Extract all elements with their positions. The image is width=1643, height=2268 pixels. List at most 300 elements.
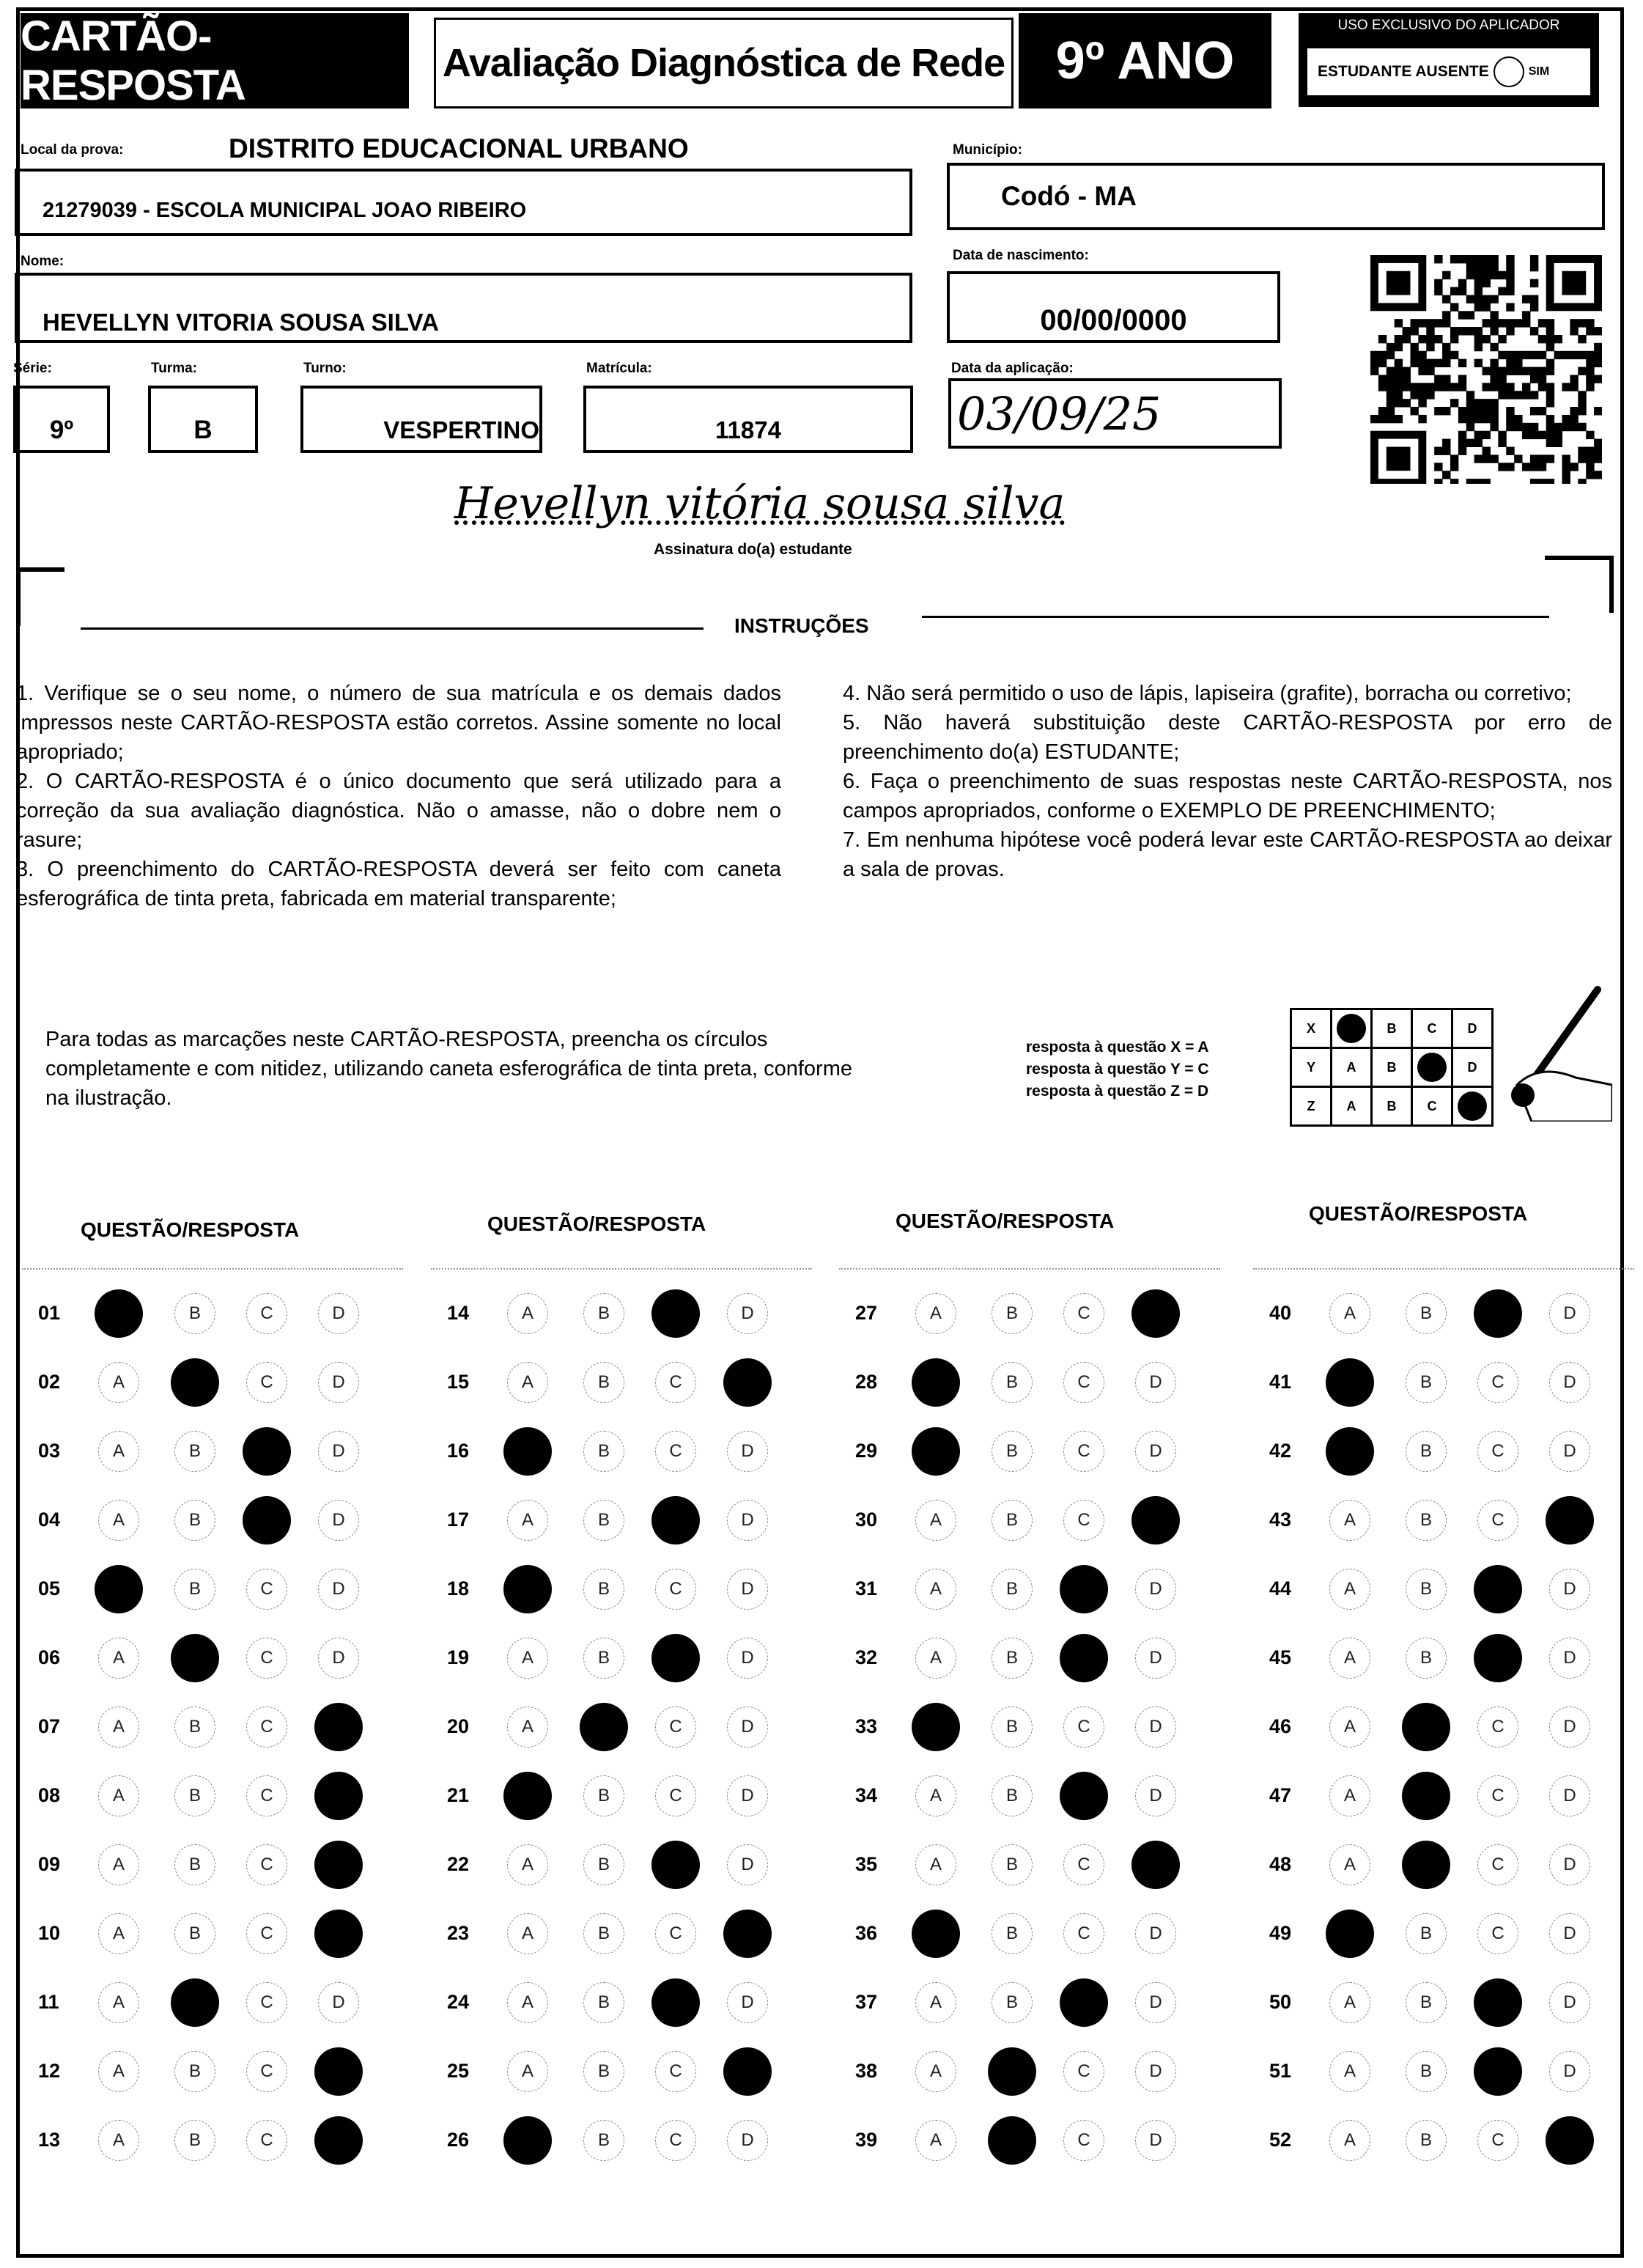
answer-bubble-a[interactable]: A	[915, 1638, 956, 1679]
answer-bubble-b[interactable]: B	[992, 1293, 1033, 1334]
answer-bubble-a[interactable]: A	[507, 1913, 548, 1954]
answer-bubble-a[interactable]: A	[915, 1775, 956, 1816]
answer-bubble-filled[interactable]	[1474, 2047, 1522, 2096]
answer-bubble-a[interactable]: A	[98, 1362, 139, 1403]
instructions-bracket-right	[1545, 556, 1614, 613]
answer-bubble-b[interactable]: B	[992, 1362, 1033, 1403]
answer-bubble-c[interactable]: C	[1063, 1913, 1104, 1954]
answer-row	[431, 1422, 812, 1481]
answer-bubble-filled[interactable]	[243, 1427, 291, 1476]
answer-bubble-b[interactable]: B	[583, 1775, 624, 1816]
answer-row	[839, 1629, 1220, 1687]
answer-bubble-d[interactable]: D	[318, 1431, 359, 1472]
exam-title: Avaliação Diagnóstica de Rede	[434, 18, 1014, 108]
answer-bubble-c[interactable]: C	[1063, 1500, 1104, 1541]
question-number: 11	[38, 1991, 59, 2013]
municipio-box: Codó - MA	[947, 163, 1605, 230]
answer-bubble-c[interactable]: C	[1477, 1362, 1518, 1403]
answer-bubble-d[interactable]: D	[1549, 1706, 1590, 1748]
answer-bubble-b[interactable]: B	[992, 1706, 1033, 1748]
answer-bubble-filled[interactable]	[95, 1565, 143, 1613]
answer-bubble-c[interactable]: C	[655, 1431, 696, 1472]
answer-bubble-d[interactable]: D	[318, 1362, 359, 1403]
answer-row	[1253, 1560, 1634, 1619]
answer-row	[839, 1491, 1220, 1550]
answer-bubble-c[interactable]: C	[655, 1775, 696, 1816]
question-number: 44	[1269, 1577, 1292, 1599]
answer-row	[1253, 1904, 1634, 1963]
answer-bubble-c[interactable]: C	[1063, 1706, 1104, 1748]
answer-bubble-filled[interactable]	[651, 1496, 700, 1544]
answer-bubble-d[interactable]: D	[1549, 2051, 1590, 2092]
answer-bubble-filled[interactable]	[912, 1358, 960, 1407]
answer-bubble-b[interactable]: B	[992, 1775, 1033, 1816]
answer-bubble-b[interactable]: B	[174, 1844, 215, 1885]
answer-bubble-b[interactable]: B	[1406, 1431, 1447, 1472]
answer-bubble-d[interactable]: D	[1135, 1431, 1176, 1472]
answer-bubble-d[interactable]: D	[727, 1775, 768, 1816]
answer-bubble-c[interactable]: C	[1477, 2120, 1518, 2161]
answer-bubble-c[interactable]: C	[1477, 1913, 1518, 1954]
question-number: 41	[1269, 1371, 1292, 1393]
answer-bubble-a[interactable]: A	[98, 1431, 139, 1472]
turno-label: Turno:	[303, 361, 347, 376]
question-number: 27	[855, 1302, 878, 1324]
answer-bubble-filled[interactable]	[1474, 1634, 1522, 1682]
answer-bubble-filled[interactable]	[651, 1289, 700, 1338]
answer-bubble-filled[interactable]	[723, 1358, 772, 1407]
answer-bubble-c[interactable]: C	[246, 2120, 287, 2161]
school-box: 21279039 - ESCOLA MUNICIPAL JOAO RIBEIRO	[15, 169, 912, 236]
answer-row	[431, 2042, 812, 2101]
answer-bubble-filled[interactable]	[95, 1289, 143, 1338]
answer-bubble-d[interactable]: D	[1549, 1638, 1590, 1679]
answer-row	[1253, 1767, 1634, 1825]
answer-bubble-a[interactable]: A	[1329, 2120, 1370, 2161]
answer-bubble-c[interactable]: C	[655, 1362, 696, 1403]
answer-column	[1253, 1268, 1634, 2171]
answer-bubble-d[interactable]: D	[727, 1431, 768, 1472]
answer-bubble-b[interactable]: B	[583, 1913, 624, 1954]
answer-bubble-a[interactable]: A	[507, 1638, 548, 1679]
answer-bubble-b[interactable]: B	[583, 1431, 624, 1472]
question-number: 12	[38, 2060, 61, 2082]
absent-bubble[interactable]	[1494, 56, 1524, 87]
question-number: 32	[855, 1646, 878, 1668]
answer-bubble-filled[interactable]	[723, 1910, 772, 1958]
question-number: 46	[1269, 1715, 1292, 1737]
example-option: D	[1452, 1048, 1493, 1087]
answer-bubble-b[interactable]: B	[992, 1638, 1033, 1679]
answer-bubble-filled[interactable]	[1326, 1358, 1374, 1407]
answer-bubble-c[interactable]: C	[655, 1913, 696, 1954]
answer-bubble-c[interactable]: C	[655, 1569, 696, 1610]
answer-bubble-b[interactable]: B	[1406, 1913, 1447, 1954]
answer-bubble-filled[interactable]	[171, 1978, 219, 2027]
answer-bubble-b[interactable]: B	[992, 1431, 1033, 1472]
aplicacao-label: Data da aplicação:	[951, 361, 1074, 376]
example-option: C	[1412, 1087, 1452, 1126]
question-number: 10	[38, 1922, 61, 1944]
answer-bubble-d[interactable]: D	[1549, 1913, 1590, 1954]
answer-bubble-d[interactable]: D	[727, 1982, 768, 2023]
answer-bubble-b[interactable]: B	[992, 1569, 1033, 1610]
answer-bubble-b[interactable]: B	[583, 1982, 624, 2023]
answer-bubble-b[interactable]: B	[1406, 1500, 1447, 1541]
absent-option: SIM	[1528, 65, 1550, 78]
answer-bubble-c[interactable]: C	[655, 2120, 696, 2161]
answer-bubble-a[interactable]: A	[1329, 1293, 1370, 1334]
question-number: 17	[447, 1509, 470, 1531]
answer-bubble-b[interactable]: B	[992, 1982, 1033, 2023]
instruction-1: 1. Verifique se o seu nome, o número de sua matrícula e os demais dados impressos neste CARTÃO-RESPOSTA estão corretos. Assine somente no local apropriado;	[16, 682, 781, 764]
answer-bubble-a[interactable]: A	[1329, 1706, 1370, 1748]
answer-bubble-c[interactable]: C	[246, 1775, 287, 1816]
answer-bubble-d[interactable]: D	[1135, 1638, 1176, 1679]
answer-bubble-c[interactable]: C	[1477, 1844, 1518, 1885]
answer-bubble-a[interactable]: A	[98, 1982, 139, 2023]
answer-bubble-c[interactable]: C	[1063, 2120, 1104, 2161]
answer-bubble-b[interactable]: B	[992, 1844, 1033, 1885]
answer-bubble-filled[interactable]	[651, 1841, 700, 1889]
answer-bubble-d[interactable]: D	[727, 1569, 768, 1610]
answer-bubble-d[interactable]: D	[1549, 1569, 1590, 1610]
answer-bubble-c[interactable]: C	[246, 1569, 287, 1610]
answer-bubble-d[interactable]: D	[318, 1569, 359, 1610]
answer-bubble-d[interactable]: D	[1549, 1431, 1590, 1472]
answer-bubble-b[interactable]: B	[992, 1913, 1033, 1954]
answer-bubble-b[interactable]: B	[1406, 2120, 1447, 2161]
answer-bubble-c[interactable]: C	[1063, 1844, 1104, 1885]
answer-bubble-a[interactable]: A	[98, 1844, 139, 1885]
answer-bubble-b[interactable]: B	[174, 1913, 215, 1954]
answer-bubble-filled[interactable]	[1131, 1841, 1180, 1889]
answer-bubble-b[interactable]: B	[1406, 1638, 1447, 1679]
answer-bubble-c[interactable]: C	[246, 1844, 287, 1885]
answer-bubble-filled[interactable]	[1060, 1772, 1108, 1820]
answer-bubble-b[interactable]: B	[174, 1500, 215, 1541]
filled-dot-icon	[1458, 1091, 1487, 1121]
answer-bubble-d[interactable]: D	[1135, 1775, 1176, 1816]
answer-bubble-a[interactable]: A	[507, 1362, 548, 1403]
answer-bubble-filled[interactable]	[1402, 1772, 1450, 1820]
answer-bubble-b[interactable]: B	[1406, 1569, 1447, 1610]
answer-bubble-a[interactable]: A	[1329, 1500, 1370, 1541]
legend-x: resposta à questão X = A	[1026, 1039, 1209, 1056]
answer-bubble-a[interactable]: A	[915, 1500, 956, 1541]
answer-bubble-b[interactable]: B	[1406, 1362, 1447, 1403]
answer-bubble-b[interactable]: B	[583, 1638, 624, 1679]
answer-column	[22, 1268, 403, 2171]
answer-bubble-filled[interactable]	[723, 2047, 772, 2096]
answer-bubble-filled[interactable]	[314, 1910, 363, 1958]
nascimento-box: 00/00/0000	[947, 271, 1280, 343]
nome-label: Nome:	[21, 254, 64, 269]
answer-bubble-b[interactable]: B	[583, 1293, 624, 1334]
question-number: 49	[1269, 1922, 1292, 1944]
answer-bubble-filled[interactable]	[314, 2116, 363, 2165]
signature-label: Assinatura do(a) estudante	[654, 541, 852, 558]
question-number: 42	[1269, 1440, 1292, 1462]
answer-bubble-d[interactable]: D	[1549, 1362, 1590, 1403]
answer-bubble-b[interactable]: B	[992, 1500, 1033, 1541]
answer-bubble-b[interactable]: B	[1406, 2051, 1447, 2092]
answer-row	[1253, 1698, 1634, 1756]
answer-bubble-d[interactable]: D	[318, 1500, 359, 1541]
example-text: Para todas as marcações neste CARTÃO-RESPOSTA, preencha os círculos completamente e com nitidez, utilizando caneta esferográfica de tinta preta, conforme na ilustração.	[45, 1028, 852, 1110]
example-option: C	[1412, 1009, 1452, 1048]
answer-bubble-d[interactable]: D	[1549, 1982, 1590, 2023]
answer-row	[839, 1767, 1220, 1825]
answer-bubble-filled[interactable]	[912, 1910, 960, 1958]
answer-bubble-filled[interactable]	[988, 2116, 1036, 2165]
answer-bubble-a[interactable]: A	[915, 2051, 956, 2092]
answer-bubble-filled[interactable]	[1060, 1634, 1108, 1682]
answer-bubble-a[interactable]: A	[1329, 1982, 1370, 2023]
answer-bubble-c[interactable]: C	[655, 2051, 696, 2092]
answer-bubble-filled[interactable]	[1402, 1841, 1450, 1889]
answer-bubble-b[interactable]: B	[583, 1569, 624, 1610]
answer-bubble-c[interactable]: C	[1477, 1706, 1518, 1748]
answer-bubble-a[interactable]: A	[1329, 2051, 1370, 2092]
legend-y: resposta à questão Y = C	[1026, 1061, 1209, 1078]
answer-bubble-d[interactable]: D	[1135, 2051, 1176, 2092]
answer-bubble-filled[interactable]	[503, 2116, 552, 2165]
answer-bubble-a[interactable]: A	[915, 2120, 956, 2161]
answer-bubble-filled[interactable]	[1474, 1565, 1522, 1613]
answer-bubble-b[interactable]: B	[174, 1293, 215, 1334]
answer-bubble-d[interactable]: D	[727, 1844, 768, 1885]
answer-bubble-filled[interactable]	[1474, 1978, 1522, 2027]
answer-bubble-a[interactable]: A	[98, 1913, 139, 1954]
answer-bubble-b[interactable]: B	[1406, 1293, 1447, 1334]
example-row-label: X	[1291, 1009, 1332, 1048]
answer-row	[839, 1422, 1220, 1481]
answer-bubble-b[interactable]: B	[174, 1431, 215, 1472]
answer-row	[22, 1560, 403, 1619]
answer-bubble-b[interactable]: B	[583, 2120, 624, 2161]
qr-code	[1370, 255, 1602, 484]
answer-bubble-filled[interactable]	[1060, 1978, 1108, 2027]
question-number: 19	[447, 1646, 470, 1668]
answer-bubble-a[interactable]: A	[507, 1982, 548, 2023]
instruction-6: 6. Faça o preenchimento de suas respostas neste CARTÃO-RESPOSTA, nos campos apropriados, conforme o EXEMPLO DE PREENCHIMENTO;	[843, 770, 1612, 822]
question-number: 16	[447, 1440, 470, 1462]
answer-bubble-b[interactable]: B	[583, 1500, 624, 1541]
turno-box: VESPERTINO	[300, 386, 542, 453]
answer-bubble-d[interactable]: D	[1135, 1982, 1176, 2023]
answer-row	[839, 1698, 1220, 1756]
aplicacao-box[interactable]: 03/09/25	[948, 378, 1282, 449]
question-number: 22	[447, 1853, 470, 1875]
answer-bubble-filled[interactable]	[171, 1634, 219, 1682]
answer-bubble-c[interactable]: C	[246, 1706, 287, 1748]
answer-bubble-a[interactable]: A	[507, 1500, 548, 1541]
answer-bubble-a[interactable]: A	[98, 1500, 139, 1541]
answer-bubble-a[interactable]: A	[507, 1844, 548, 1885]
question-number: 24	[447, 1991, 470, 2013]
answer-bubble-b[interactable]: B	[1406, 1982, 1447, 2023]
answer-bubble-filled[interactable]	[503, 1565, 552, 1613]
answer-bubble-a[interactable]: A	[1329, 1569, 1370, 1610]
answer-bubble-a[interactable]: A	[507, 1293, 548, 1334]
question-number: 39	[855, 2129, 878, 2151]
answer-bubble-c[interactable]: C	[1477, 1431, 1518, 1472]
answer-bubble-c[interactable]: C	[246, 1293, 287, 1334]
question-number: 51	[1269, 2060, 1292, 2082]
answer-bubble-a[interactable]: A	[915, 1569, 956, 1610]
answer-bubble-filled[interactable]	[1402, 1703, 1450, 1751]
answer-bubble-d[interactable]: D	[318, 1982, 359, 2023]
answer-bubble-d[interactable]: D	[727, 2120, 768, 2161]
instructions-rule-left	[81, 627, 704, 630]
question-number: 06	[38, 1646, 61, 1668]
question-number: 05	[38, 1577, 61, 1599]
answer-bubble-d[interactable]: D	[727, 1293, 768, 1334]
answer-row	[431, 1560, 812, 1619]
instructions-left	[16, 679, 781, 913]
answer-bubble-filled[interactable]	[314, 1772, 363, 1820]
answer-bubble-d[interactable]: D	[1135, 1362, 1176, 1403]
answer-row	[431, 1629, 812, 1687]
answer-bubble-a[interactable]: A	[98, 1706, 139, 1748]
answer-row	[1253, 1629, 1634, 1687]
answer-bubble-b[interactable]: B	[174, 1569, 215, 1610]
example-option: A	[1332, 1048, 1372, 1087]
answer-bubble-a[interactable]: A	[98, 1638, 139, 1679]
answer-bubble-filled[interactable]	[1546, 1496, 1594, 1544]
answer-bubble-d[interactable]: D	[318, 1293, 359, 1334]
answer-bubble-filled[interactable]	[503, 1427, 552, 1476]
question-number: 08	[38, 1784, 61, 1806]
answer-row	[839, 1904, 1220, 1963]
instructions-bracket-left	[16, 567, 64, 626]
answer-row	[1253, 1973, 1634, 2032]
answer-bubble-c[interactable]: C	[246, 1638, 287, 1679]
answer-row	[22, 2111, 403, 2170]
answer-bubble-c[interactable]: C	[1063, 1293, 1104, 1334]
absent-box	[1307, 48, 1590, 95]
answer-bubble-filled[interactable]	[1474, 1289, 1522, 1338]
answer-bubble-c[interactable]: C	[1063, 1362, 1104, 1403]
answer-bubble-filled[interactable]	[1326, 1910, 1374, 1958]
answer-bubble-filled[interactable]	[580, 1703, 628, 1751]
answer-bubble-d[interactable]: D	[1135, 1913, 1176, 1954]
answer-bubble-filled[interactable]	[1131, 1496, 1180, 1544]
answer-bubble-a[interactable]: A	[507, 1706, 548, 1748]
answer-bubble-b[interactable]: B	[583, 2051, 624, 2092]
answer-bubble-filled[interactable]	[314, 1703, 363, 1751]
answer-bubble-filled[interactable]	[912, 1427, 960, 1476]
answer-bubble-d[interactable]: D	[727, 1638, 768, 1679]
answer-bubble-filled[interactable]	[651, 1634, 700, 1682]
answer-row	[839, 1284, 1220, 1343]
answer-bubble-b[interactable]: B	[583, 1362, 624, 1403]
answer-bubble-filled[interactable]	[243, 1496, 291, 1544]
answer-bubble-a[interactable]: A	[1329, 1844, 1370, 1885]
answer-bubble-d[interactable]: D	[1135, 1569, 1176, 1610]
question-number: 04	[38, 1509, 61, 1531]
answer-bubble-d[interactable]: D	[1135, 1706, 1176, 1748]
answer-bubble-b[interactable]: B	[174, 1775, 215, 1816]
answer-row	[22, 1284, 403, 1343]
answer-bubble-c[interactable]: C	[1477, 1775, 1518, 1816]
answer-bubble-filled[interactable]	[1131, 1289, 1180, 1338]
answer-bubble-a[interactable]: A	[98, 2120, 139, 2161]
answer-bubble-filled[interactable]	[1546, 2116, 1594, 2165]
answer-bubble-a[interactable]: A	[98, 1775, 139, 1816]
answer-row	[22, 1698, 403, 1756]
instructions-heading: INSTRUÇÕES	[734, 614, 869, 637]
answer-bubble-d[interactable]: D	[1549, 1293, 1590, 1334]
answer-bubble-d[interactable]: D	[727, 1706, 768, 1748]
question-number: 26	[447, 2129, 470, 2151]
answer-bubble-a[interactable]: A	[98, 2051, 139, 2092]
turma-label: Turma:	[151, 361, 197, 376]
answer-bubble-c[interactable]: C	[246, 1982, 287, 2023]
municipio-label: Município:	[953, 142, 1022, 158]
answer-bubble-filled[interactable]	[314, 1841, 363, 1889]
question-number: 20	[447, 1715, 470, 1737]
answer-bubble-filled[interactable]	[1326, 1427, 1374, 1476]
answer-bubble-b[interactable]: B	[174, 1706, 215, 1748]
answer-bubble-d[interactable]: D	[1135, 2120, 1176, 2161]
answer-bubble-b[interactable]: B	[174, 2051, 215, 2092]
answer-bubble-b[interactable]: B	[174, 2120, 215, 2161]
signature: Hevellyn vitória sousa silva	[454, 478, 1066, 529]
answer-bubble-filled[interactable]	[314, 2047, 363, 2096]
question-number: 03	[38, 1440, 61, 1462]
instruction-3: 3. O preenchimento do CARTÃO-RESPOSTA deverá ser feito com caneta esferográfica de tinta preta, fabricada em material transparente;	[16, 858, 781, 910]
answer-bubble-c[interactable]: C	[655, 1706, 696, 1748]
answer-bubble-c[interactable]: C	[246, 1362, 287, 1403]
absent-label: ESTUDANTE AUSENTE	[1318, 63, 1489, 80]
answer-row	[1253, 1836, 1634, 1894]
question-number: 37	[855, 1991, 878, 2013]
answer-bubble-filled[interactable]	[503, 1772, 552, 1820]
answer-bubble-a[interactable]: A	[507, 2051, 548, 2092]
question-number: 48	[1269, 1853, 1292, 1875]
answer-bubble-a[interactable]: A	[1329, 1775, 1370, 1816]
answer-bubble-b[interactable]: B	[583, 1844, 624, 1885]
answer-bubble-c[interactable]: C	[1063, 2051, 1104, 2092]
question-number: 50	[1269, 1991, 1292, 2013]
answer-bubble-d[interactable]: D	[1549, 1775, 1590, 1816]
question-number: 28	[855, 1371, 878, 1393]
answer-bubble-d[interactable]: D	[727, 1500, 768, 1541]
answer-bubble-c[interactable]: C	[1063, 1431, 1104, 1472]
answer-bubble-c[interactable]: C	[1477, 1500, 1518, 1541]
answer-bubble-filled[interactable]	[988, 2047, 1036, 2096]
answer-bubble-a[interactable]: A	[915, 1982, 956, 2023]
answer-bubble-filled[interactable]	[912, 1703, 960, 1751]
answer-bubble-c[interactable]: C	[246, 1913, 287, 1954]
answer-bubble-a[interactable]: A	[1329, 1638, 1370, 1679]
answer-bubble-filled[interactable]	[171, 1358, 219, 1407]
answer-row	[839, 2111, 1220, 2170]
answer-bubble-filled[interactable]	[1060, 1565, 1108, 1613]
answer-bubble-c[interactable]: C	[246, 2051, 287, 2092]
answer-bubble-filled[interactable]	[651, 1978, 700, 2027]
answer-bubble-a[interactable]: A	[915, 1293, 956, 1334]
answer-bubble-a[interactable]: A	[915, 1844, 956, 1885]
example-row-label: Z	[1291, 1087, 1332, 1126]
answer-bubble-d[interactable]: D	[318, 1638, 359, 1679]
answer-row	[1253, 2042, 1634, 2101]
answer-column	[839, 1268, 1220, 2171]
answer-bubble-d[interactable]: D	[1549, 1844, 1590, 1885]
question-number: 07	[38, 1715, 61, 1737]
